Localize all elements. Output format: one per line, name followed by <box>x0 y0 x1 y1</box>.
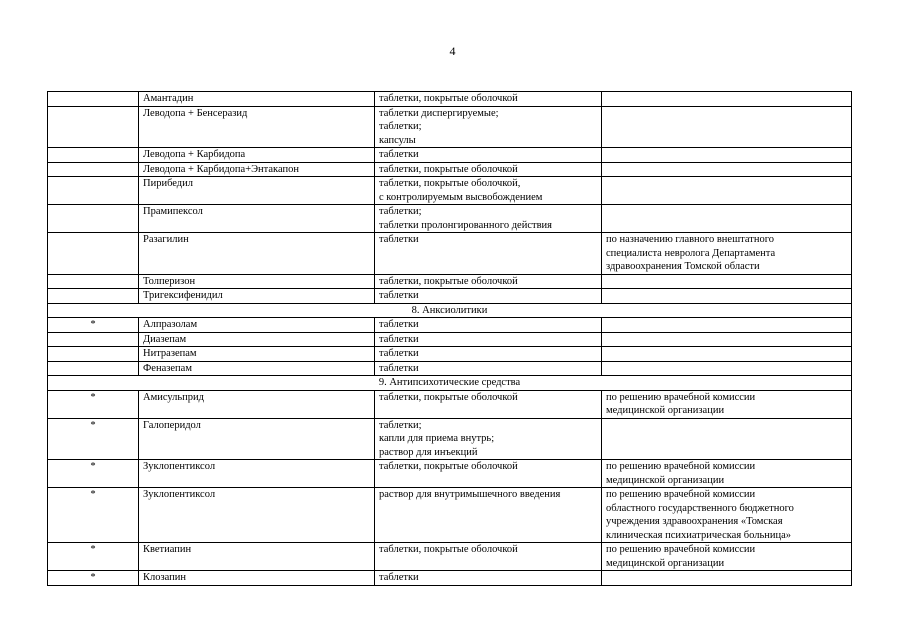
table-row <box>48 289 852 304</box>
table-row <box>48 390 852 418</box>
drug-name-cell: Леводопа + Карбидопа <box>139 148 375 163</box>
note-cell <box>602 390 852 418</box>
note-cell-line: по решению врачебной комиссии <box>606 544 756 555</box>
mark-cell: * <box>48 571 139 586</box>
dosage-form-cell-line: таблетки <box>379 319 419 330</box>
dosage-form-cell-line: таблетки <box>379 234 419 245</box>
table-row <box>48 177 852 205</box>
dosage-form-cell-line: таблетки <box>379 572 419 583</box>
table-row <box>48 92 852 107</box>
dosage-form-cell <box>375 332 602 347</box>
note-cell <box>602 418 852 460</box>
dosage-form-cell-line: таблетки <box>379 348 419 359</box>
drug-name-cell: Амантадин <box>139 92 375 107</box>
note-cell <box>602 92 852 107</box>
dosage-form-cell-line: таблетки <box>379 149 419 160</box>
table-row <box>48 318 852 333</box>
dosage-form-cell-line: с контролируемым высвобождением <box>379 191 543 203</box>
note-cell-line: по назначению главного внештатного <box>606 234 775 245</box>
dosage-form-cell-line: таблетки; <box>379 121 422 132</box>
dosage-form-cell-line: таблетки, покрытые оболочкой <box>379 163 518 175</box>
mark-cell: * <box>48 488 139 543</box>
note-cell <box>602 543 852 571</box>
note-cell-line: областного государственного бюджетного <box>606 502 794 514</box>
table-row <box>48 148 852 163</box>
drug-name-cell: Амисульприд <box>139 390 375 418</box>
page-number: 4 <box>449 44 456 58</box>
mark-cell <box>48 347 139 362</box>
section-header-row <box>48 376 852 391</box>
drug-name-cell: Толперизон <box>139 274 375 289</box>
mark-cell <box>48 205 139 233</box>
drug-name-cell: Зуклопентиксол <box>139 460 375 488</box>
dosage-form-cell-line: таблетки, покрытые оболочкой <box>379 544 518 555</box>
section-title: 9. Антипсихотические средства <box>48 376 852 391</box>
dosage-form-cell-line: таблетки, покрытые оболочкой <box>379 391 518 403</box>
mark-cell: * <box>48 543 139 571</box>
dosage-form-cell <box>375 274 602 289</box>
table-row <box>48 106 852 148</box>
mark-cell: * <box>48 318 139 333</box>
drug-name-cell: Тригексифенидил <box>139 289 375 304</box>
mark-cell <box>48 106 139 148</box>
mark-cell <box>48 289 139 304</box>
dosage-form-cell <box>375 177 602 205</box>
note-cell <box>602 332 852 347</box>
dosage-form-cell <box>375 148 602 163</box>
dosage-form-cell-line: таблетки; <box>379 419 422 431</box>
note-cell <box>602 318 852 333</box>
note-cell <box>602 460 852 488</box>
note-cell <box>602 274 852 289</box>
dosage-form-cell <box>375 92 602 107</box>
dosage-form-cell <box>375 162 602 177</box>
note-cell-line: по решению врачебной комиссии <box>606 461 756 472</box>
table-row <box>48 543 852 571</box>
dosage-form-cell-line: таблетки; <box>379 206 422 217</box>
note-cell <box>602 488 852 543</box>
dosage-form-cell <box>375 205 602 233</box>
note-cell-line: медицинской организации <box>606 557 725 569</box>
note-cell-line: по решению врачебной комиссии <box>606 489 756 500</box>
dosage-form-cell <box>375 571 602 586</box>
dosage-form-cell-line: раствор для внутримышечного введения <box>379 489 561 500</box>
table-row <box>48 205 852 233</box>
table-row <box>48 233 852 275</box>
mark-cell <box>48 177 139 205</box>
drug-name-cell: Прамипексол <box>139 205 375 233</box>
drug-name-cell: Разагилин <box>139 233 375 275</box>
note-cell-line: медицинской организации <box>606 405 725 416</box>
note-cell <box>602 233 852 275</box>
dosage-form-cell-line: таблетки <box>379 333 419 345</box>
mark-cell <box>48 233 139 275</box>
dosage-form-cell-line: таблетки, покрытые оболочкой <box>379 93 518 104</box>
mark-cell: * <box>48 390 139 418</box>
mark-cell: * <box>48 418 139 460</box>
table-row <box>48 347 852 362</box>
drug-list-table <box>47 91 852 586</box>
note-cell-line: по решению врачебной комиссии <box>606 391 756 403</box>
dosage-form-cell <box>375 543 602 571</box>
drug-name-cell: Кветиапин <box>139 543 375 571</box>
table-row <box>48 274 852 289</box>
dosage-form-cell <box>375 390 602 418</box>
dosage-form-cell <box>375 106 602 148</box>
table-row <box>48 418 852 460</box>
dosage-form-cell <box>375 361 602 376</box>
drug-name-cell: Алпразолам <box>139 318 375 333</box>
dosage-form-cell <box>375 318 602 333</box>
mark-cell <box>48 274 139 289</box>
mark-cell <box>48 361 139 376</box>
note-cell-line: учреждения здравоохранения «Томская <box>606 516 783 527</box>
section-title: 8. Анксиолитики <box>48 303 852 318</box>
drug-name-cell: Нитразепам <box>139 347 375 362</box>
dosage-form-cell-line: таблетки, покрытые оболочкой <box>379 461 518 472</box>
drug-name-cell: Феназепам <box>139 361 375 376</box>
note-cell <box>602 177 852 205</box>
dosage-form-cell-line: капли для приема внутрь; <box>379 433 495 444</box>
table-row <box>48 162 852 177</box>
table-row <box>48 571 852 586</box>
mark-cell: * <box>48 460 139 488</box>
note-cell <box>602 289 852 304</box>
note-cell-line: специалиста невролога Департамента <box>606 247 776 259</box>
note-cell <box>602 571 852 586</box>
drug-name-cell: Зуклопентиксол <box>139 488 375 543</box>
note-cell <box>602 148 852 163</box>
mark-cell <box>48 148 139 163</box>
note-cell <box>602 162 852 177</box>
drug-name-cell: Клозапин <box>139 571 375 586</box>
mark-cell <box>48 332 139 347</box>
dosage-form-cell <box>375 488 602 543</box>
dosage-form-cell-line: раствор для инъекций <box>379 446 478 458</box>
note-cell <box>602 361 852 376</box>
note-cell <box>602 205 852 233</box>
note-cell <box>602 347 852 362</box>
dosage-form-cell-line: таблетки <box>379 290 419 301</box>
note-cell-line: здравоохранения Томской области <box>606 261 760 272</box>
drug-name-cell: Пирибедил <box>139 177 375 205</box>
note-cell-line: клиническая психиатрическая больница» <box>606 529 792 541</box>
table-row <box>48 361 852 376</box>
table-body <box>48 92 852 586</box>
note-cell <box>602 106 852 148</box>
drug-name-cell: Диазепам <box>139 332 375 347</box>
dosage-form-cell-line: таблетки, покрытые оболочкой <box>379 275 518 287</box>
drug-name-cell: Леводопа + Карбидопа+Энтакапон <box>139 162 375 177</box>
dosage-form-cell <box>375 347 602 362</box>
dosage-form-cell-line: капсулы <box>379 134 416 146</box>
drug-name-cell: Галоперидол <box>139 418 375 460</box>
dosage-form-cell-line: таблетки <box>379 362 419 374</box>
section-header-row <box>48 303 852 318</box>
table-row <box>48 488 852 543</box>
dosage-form-cell <box>375 233 602 275</box>
dosage-form-cell <box>375 418 602 460</box>
dosage-form-cell <box>375 289 602 304</box>
drug-name-cell: Леводопа + Бенсеразид <box>139 106 375 148</box>
dosage-form-cell-line: таблетки диспергируемые; <box>379 107 499 119</box>
note-cell-line: медицинской организации <box>606 474 725 486</box>
mark-cell <box>48 92 139 107</box>
dosage-form-cell-line: таблетки, покрытые оболочкой, <box>379 178 521 189</box>
dosage-form-cell-line: таблетки пролонгированного действия <box>379 219 552 231</box>
dosage-form-cell <box>375 460 602 488</box>
table-row <box>48 332 852 347</box>
mark-cell <box>48 162 139 177</box>
table-row <box>48 460 852 488</box>
